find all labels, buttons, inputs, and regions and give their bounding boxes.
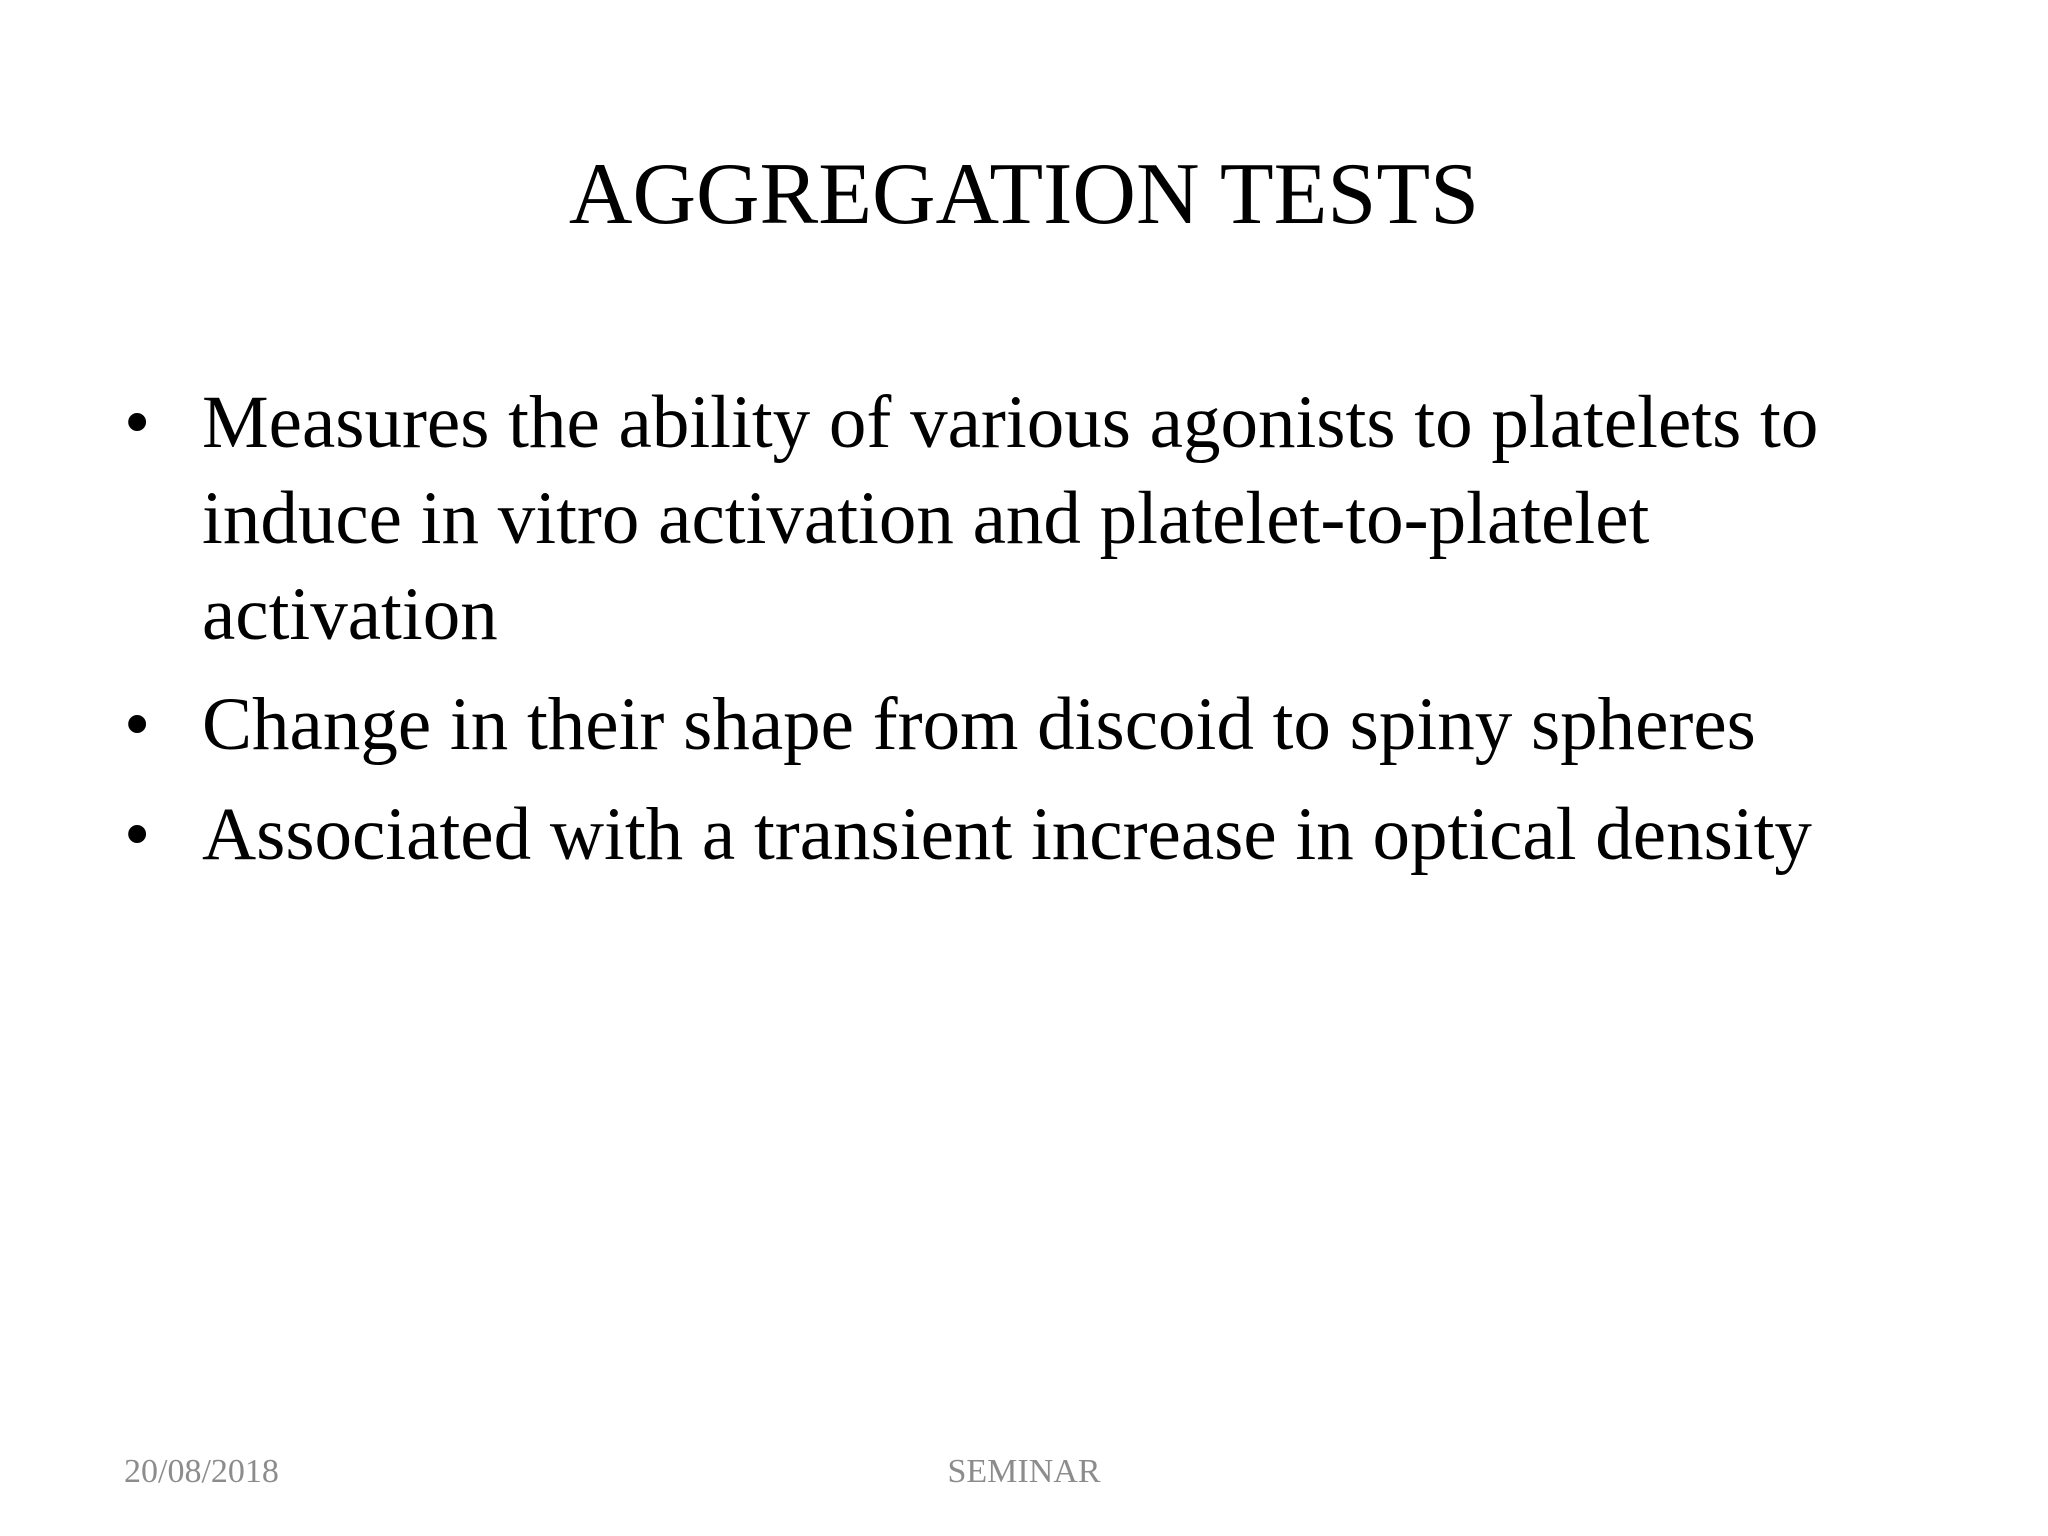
- bullet-text: Measures the ability of various agonists to platelets to induce in vitro activation and platelet-to-platelet activation: [202, 381, 1819, 656]
- bullet-item: [120, 787, 1950, 883]
- bullet-glyph: •: [124, 793, 151, 876]
- bullet-glyph: •: [124, 381, 151, 464]
- bullet-item: [120, 375, 1950, 663]
- bullet-text: Associated with a transient increase in optical density: [202, 793, 1812, 876]
- slide-title: AGGREGATION TESTS: [568, 146, 1480, 243]
- bullet-glyph: •: [124, 683, 151, 766]
- bullet-item: [120, 677, 1950, 773]
- bullet-text: Change in their shape from discoid to spiny spheres: [202, 683, 1756, 766]
- bullet-list: [120, 375, 1950, 897]
- footer-date: 20/08/2018: [124, 1453, 279, 1490]
- footer-center-text: SEMINAR: [947, 1453, 1101, 1490]
